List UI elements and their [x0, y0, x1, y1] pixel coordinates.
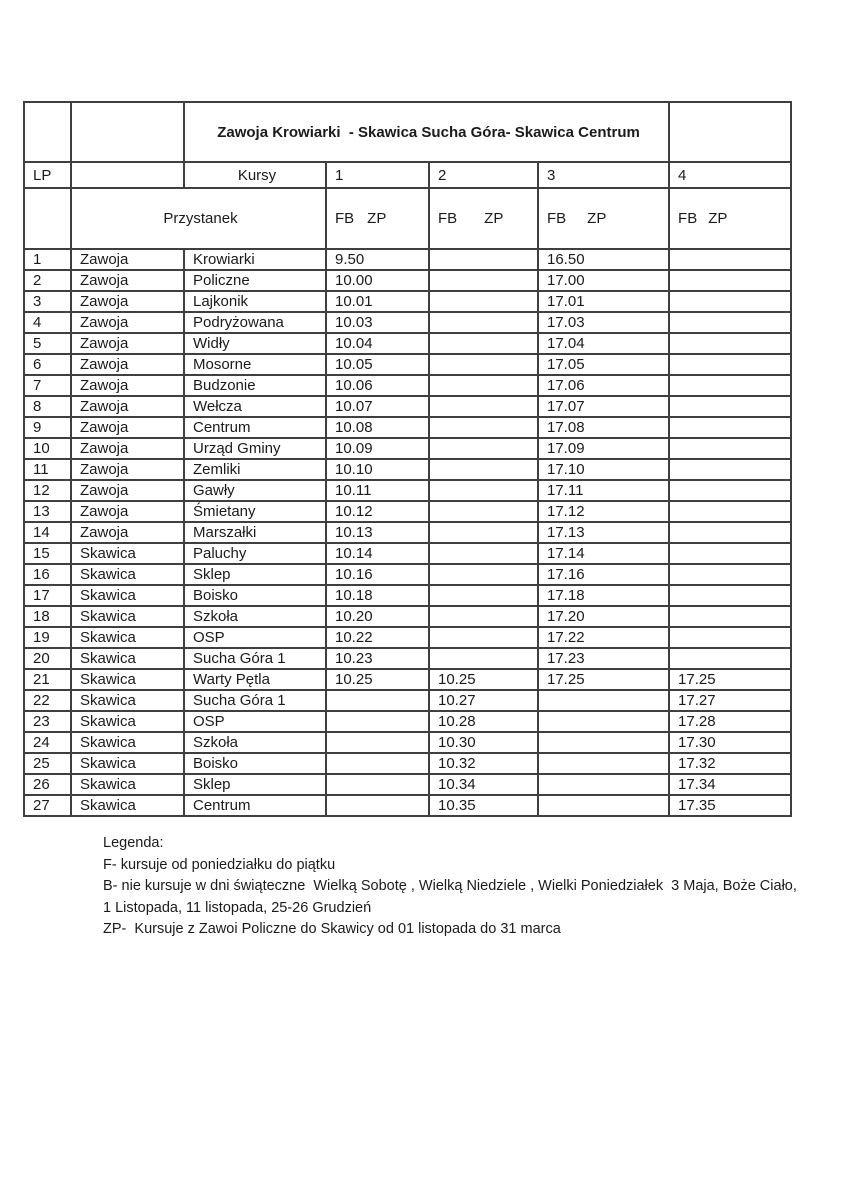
row-time-course-1: 10.20	[326, 606, 429, 627]
row-time-course-4	[669, 354, 791, 375]
row-time-course-2	[429, 354, 538, 375]
row-stop: Sucha Góra 1	[184, 690, 326, 711]
row-stop: Urząd Gminy	[184, 438, 326, 459]
row-lp: 14	[24, 522, 71, 543]
table-row	[24, 753, 791, 774]
row-time-course-4	[669, 291, 791, 312]
row-time-course-2: 10.35	[429, 795, 538, 816]
row-time-course-3: 17.13	[538, 522, 669, 543]
row-stop: OSP	[184, 627, 326, 648]
row-time-course-2	[429, 270, 538, 291]
row-time-course-2	[429, 291, 538, 312]
row-place: Zawoja	[71, 459, 184, 480]
row-time-course-1	[326, 774, 429, 795]
table-row	[24, 312, 791, 333]
zp-label: ZP	[587, 210, 607, 227]
row-time-course-4	[669, 375, 791, 396]
row-time-course-3: 17.03	[538, 312, 669, 333]
row-time-course-3: 17.23	[538, 648, 669, 669]
row-time-course-3	[538, 690, 669, 711]
row-stop: Śmietany	[184, 501, 326, 522]
row-time-course-4	[669, 627, 791, 648]
table-row	[24, 480, 791, 501]
empty-cell	[669, 102, 791, 162]
table-row	[24, 585, 791, 606]
row-lp: 15	[24, 543, 71, 564]
row-time-course-4	[669, 648, 791, 669]
zp-label: ZP	[367, 210, 387, 227]
kursy-row	[24, 162, 791, 188]
row-time-course-4	[669, 606, 791, 627]
table-row	[24, 396, 791, 417]
row-lp: 2	[24, 270, 71, 291]
row-lp: 13	[24, 501, 71, 522]
row-stop: Paluchy	[184, 543, 326, 564]
row-time-course-3: 17.11	[538, 480, 669, 501]
row-time-course-3: 17.14	[538, 543, 669, 564]
kursy-header: Kursy	[184, 162, 326, 188]
row-place: Skawica	[71, 711, 184, 732]
row-time-course-1: 10.25	[326, 669, 429, 690]
row-time-course-1: 10.12	[326, 501, 429, 522]
row-time-course-4	[669, 438, 791, 459]
row-time-course-2	[429, 417, 538, 438]
row-lp: 5	[24, 333, 71, 354]
row-lp: 25	[24, 753, 71, 774]
bus-timetable	[23, 101, 792, 817]
row-lp: 16	[24, 564, 71, 585]
row-place: Skawica	[71, 627, 184, 648]
row-time-course-2	[429, 501, 538, 522]
row-time-course-3	[538, 732, 669, 753]
row-place: Zawoja	[71, 480, 184, 501]
fbzp-header-3	[538, 188, 669, 249]
row-time-course-3: 17.01	[538, 291, 669, 312]
table-row	[24, 459, 791, 480]
row-time-course-3: 17.10	[538, 459, 669, 480]
row-time-course-2	[429, 459, 538, 480]
row-place: Skawica	[71, 690, 184, 711]
table-row	[24, 669, 791, 690]
row-lp: 27	[24, 795, 71, 816]
table-row	[24, 417, 791, 438]
row-time-course-4: 17.28	[669, 711, 791, 732]
row-time-course-2: 10.25	[429, 669, 538, 690]
row-place: Zawoja	[71, 354, 184, 375]
table-row	[24, 606, 791, 627]
row-time-course-2	[429, 333, 538, 354]
table-row	[24, 354, 791, 375]
row-lp: 24	[24, 732, 71, 753]
row-time-course-1: 9.50	[326, 249, 429, 270]
table-row	[24, 627, 791, 648]
table-row	[24, 795, 791, 816]
row-place: Skawica	[71, 774, 184, 795]
row-time-course-1: 10.09	[326, 438, 429, 459]
fbzp-header-1	[326, 188, 429, 249]
timetable-header	[24, 102, 791, 249]
row-time-course-1	[326, 753, 429, 774]
row-time-course-2: 10.27	[429, 690, 538, 711]
row-time-course-3: 17.09	[538, 438, 669, 459]
row-time-course-2	[429, 312, 538, 333]
row-place: Skawica	[71, 648, 184, 669]
row-time-course-4	[669, 396, 791, 417]
empty-cell	[24, 188, 71, 249]
row-lp: 26	[24, 774, 71, 795]
legend-line: 1 Listopada, 11 listopada, 25-26 Grudzień	[103, 899, 372, 916]
row-time-course-2	[429, 480, 538, 501]
route-title: Zawoja Krowiarki - Skawica Sucha Góra- Skawica Centrum	[184, 102, 669, 162]
row-time-course-4	[669, 585, 791, 606]
row-lp: 10	[24, 438, 71, 459]
row-time-course-2	[429, 543, 538, 564]
row-place: Zawoja	[71, 501, 184, 522]
lp-column-header: LP	[24, 162, 71, 188]
row-time-course-4	[669, 417, 791, 438]
row-place: Skawica	[71, 669, 184, 690]
table-row	[24, 333, 791, 354]
row-stop: Podryżowana	[184, 312, 326, 333]
row-place: Zawoja	[71, 438, 184, 459]
row-place: Zawoja	[71, 375, 184, 396]
table-row	[24, 564, 791, 585]
row-time-course-1: 10.05	[326, 354, 429, 375]
row-time-course-4: 17.34	[669, 774, 791, 795]
row-lp: 8	[24, 396, 71, 417]
row-time-course-1: 10.14	[326, 543, 429, 564]
fb-label: FB	[335, 210, 355, 227]
table-row	[24, 690, 791, 711]
row-time-course-1: 10.11	[326, 480, 429, 501]
row-place: Zawoja	[71, 333, 184, 354]
row-lp: 12	[24, 480, 71, 501]
table-row	[24, 648, 791, 669]
row-time-course-3: 16.50	[538, 249, 669, 270]
row-time-course-1: 10.01	[326, 291, 429, 312]
row-time-course-3: 17.16	[538, 564, 669, 585]
empty-cell	[71, 162, 184, 188]
row-place: Skawica	[71, 543, 184, 564]
table-row	[24, 438, 791, 459]
row-time-course-4	[669, 312, 791, 333]
row-time-course-1: 10.08	[326, 417, 429, 438]
table-row	[24, 774, 791, 795]
row-stop: Widły	[184, 333, 326, 354]
row-time-course-3	[538, 753, 669, 774]
row-time-course-4	[669, 249, 791, 270]
row-place: Zawoja	[71, 270, 184, 291]
row-stop: Marszałki	[184, 522, 326, 543]
row-time-course-4: 17.35	[669, 795, 791, 816]
row-stop: Lajkonik	[184, 291, 326, 312]
row-stop: Sklep	[184, 564, 326, 585]
row-stop: Sklep	[184, 774, 326, 795]
przystanek-header: Przystanek	[71, 188, 326, 249]
row-time-course-1	[326, 690, 429, 711]
row-time-course-3: 17.12	[538, 501, 669, 522]
row-time-course-3: 17.25	[538, 669, 669, 690]
row-time-course-1: 10.22	[326, 627, 429, 648]
row-time-course-4	[669, 459, 791, 480]
row-time-course-3: 17.22	[538, 627, 669, 648]
legend-line: Legenda:	[103, 835, 164, 851]
row-time-course-2	[429, 564, 538, 585]
row-time-course-2	[429, 522, 538, 543]
fb-label: FB	[438, 210, 458, 227]
row-time-course-1: 10.13	[326, 522, 429, 543]
row-time-course-1: 10.18	[326, 585, 429, 606]
row-time-course-1: 10.00	[326, 270, 429, 291]
row-stop: Wełcza	[184, 396, 326, 417]
row-time-course-3: 17.08	[538, 417, 669, 438]
row-time-course-1	[326, 795, 429, 816]
row-time-course-1: 10.04	[326, 333, 429, 354]
row-time-course-3: 17.06	[538, 375, 669, 396]
row-stop: Sucha Góra 1	[184, 648, 326, 669]
row-stop: Warty Pętla	[184, 669, 326, 690]
table-row	[24, 270, 791, 291]
row-time-course-3: 17.05	[538, 354, 669, 375]
row-lp: 7	[24, 375, 71, 396]
title-row	[24, 102, 791, 162]
table-row	[24, 732, 791, 753]
row-time-course-1	[326, 711, 429, 732]
row-stop: Boisko	[184, 753, 326, 774]
table-row	[24, 543, 791, 564]
row-time-course-2	[429, 606, 538, 627]
empty-cell	[24, 102, 71, 162]
zp-label: ZP	[484, 210, 504, 227]
course-number-3: 3	[538, 162, 669, 188]
row-lp: 20	[24, 648, 71, 669]
row-place: Skawica	[71, 606, 184, 627]
row-time-course-1: 10.03	[326, 312, 429, 333]
row-time-course-3	[538, 795, 669, 816]
row-stop: OSP	[184, 711, 326, 732]
row-lp: 11	[24, 459, 71, 480]
row-stop: Centrum	[184, 795, 326, 816]
row-place: Zawoja	[71, 417, 184, 438]
row-time-course-4	[669, 543, 791, 564]
row-time-course-4: 17.27	[669, 690, 791, 711]
table-row	[24, 249, 791, 270]
row-stop: Krowiarki	[184, 249, 326, 270]
fbzp-header-2	[429, 188, 538, 249]
row-lp: 4	[24, 312, 71, 333]
row-time-course-1: 10.23	[326, 648, 429, 669]
row-lp: 6	[24, 354, 71, 375]
row-time-course-4	[669, 333, 791, 354]
row-time-course-2: 10.30	[429, 732, 538, 753]
row-place: Skawica	[71, 753, 184, 774]
row-place: Zawoja	[71, 522, 184, 543]
row-time-course-4	[669, 480, 791, 501]
row-time-course-3: 17.07	[538, 396, 669, 417]
row-time-course-2	[429, 375, 538, 396]
row-stop: Boisko	[184, 585, 326, 606]
row-time-course-4: 17.30	[669, 732, 791, 753]
legend	[103, 833, 797, 941]
row-time-course-3	[538, 774, 669, 795]
fbzp-header-4	[669, 188, 791, 249]
row-stop: Mosorne	[184, 354, 326, 375]
row-lp: 21	[24, 669, 71, 690]
row-lp: 1	[24, 249, 71, 270]
row-time-course-2	[429, 396, 538, 417]
row-place: Zawoja	[71, 312, 184, 333]
row-time-course-2	[429, 438, 538, 459]
row-lp: 19	[24, 627, 71, 648]
row-place: Skawica	[71, 585, 184, 606]
table-row	[24, 375, 791, 396]
row-time-course-3: 17.04	[538, 333, 669, 354]
row-time-course-1: 10.10	[326, 459, 429, 480]
table-row	[24, 522, 791, 543]
course-number-1: 1	[326, 162, 429, 188]
row-time-course-4	[669, 564, 791, 585]
table-row	[24, 501, 791, 522]
legend-line: ZP- Kursuje z Zawoi Policzne do Skawicy od 01 listopada do 31 marca	[103, 921, 561, 937]
row-time-course-3: 17.18	[538, 585, 669, 606]
row-place: Skawica	[71, 732, 184, 753]
course-number-4: 4	[669, 162, 791, 188]
row-time-course-2: 10.34	[429, 774, 538, 795]
row-time-course-4: 17.32	[669, 753, 791, 774]
row-time-course-2: 10.32	[429, 753, 538, 774]
row-lp: 18	[24, 606, 71, 627]
legend-line: F- kursuje od poniedziałku do piątku	[103, 856, 336, 873]
row-time-course-1: 10.16	[326, 564, 429, 585]
row-lp: 22	[24, 690, 71, 711]
fb-label: FB	[547, 210, 567, 227]
course-number-2: 2	[429, 162, 538, 188]
row-time-course-1: 10.07	[326, 396, 429, 417]
row-place: Skawica	[71, 795, 184, 816]
row-place: Zawoja	[71, 396, 184, 417]
row-stop: Gawły	[184, 480, 326, 501]
fb-label: FB	[678, 210, 698, 227]
row-place: Skawica	[71, 564, 184, 585]
row-time-course-3	[538, 711, 669, 732]
row-time-course-4: 17.25	[669, 669, 791, 690]
timetable-body	[24, 249, 791, 816]
table-row	[24, 711, 791, 732]
row-place: Zawoja	[71, 291, 184, 312]
row-time-course-4	[669, 501, 791, 522]
row-time-course-4	[669, 522, 791, 543]
row-time-course-2	[429, 585, 538, 606]
row-place: Zawoja	[71, 249, 184, 270]
row-time-course-3: 17.00	[538, 270, 669, 291]
row-time-course-4	[669, 270, 791, 291]
row-stop: Zemliki	[184, 459, 326, 480]
zp-label: ZP	[708, 210, 728, 227]
row-time-course-2	[429, 249, 538, 270]
row-lp: 17	[24, 585, 71, 606]
row-lp: 9	[24, 417, 71, 438]
row-time-course-1: 10.06	[326, 375, 429, 396]
row-lp: 3	[24, 291, 71, 312]
empty-cell	[71, 102, 184, 162]
row-time-course-3: 17.20	[538, 606, 669, 627]
row-time-course-2	[429, 648, 538, 669]
table-row	[24, 291, 791, 312]
row-stop: Policzne	[184, 270, 326, 291]
row-time-course-2: 10.28	[429, 711, 538, 732]
row-time-course-1	[326, 732, 429, 753]
row-stop: Budzonie	[184, 375, 326, 396]
row-time-course-2	[429, 627, 538, 648]
row-stop: Centrum	[184, 417, 326, 438]
przystanek-row	[24, 188, 791, 249]
row-lp: 23	[24, 711, 71, 732]
legend-line: B- nie kursuje w dni świąteczne Wielką Sobotę , Wielką Niedziele , Wielki Poniedziałek 3 Maja, Boże Ciało,	[103, 878, 797, 894]
row-stop: Szkoła	[184, 732, 326, 753]
row-stop: Szkoła	[184, 606, 326, 627]
